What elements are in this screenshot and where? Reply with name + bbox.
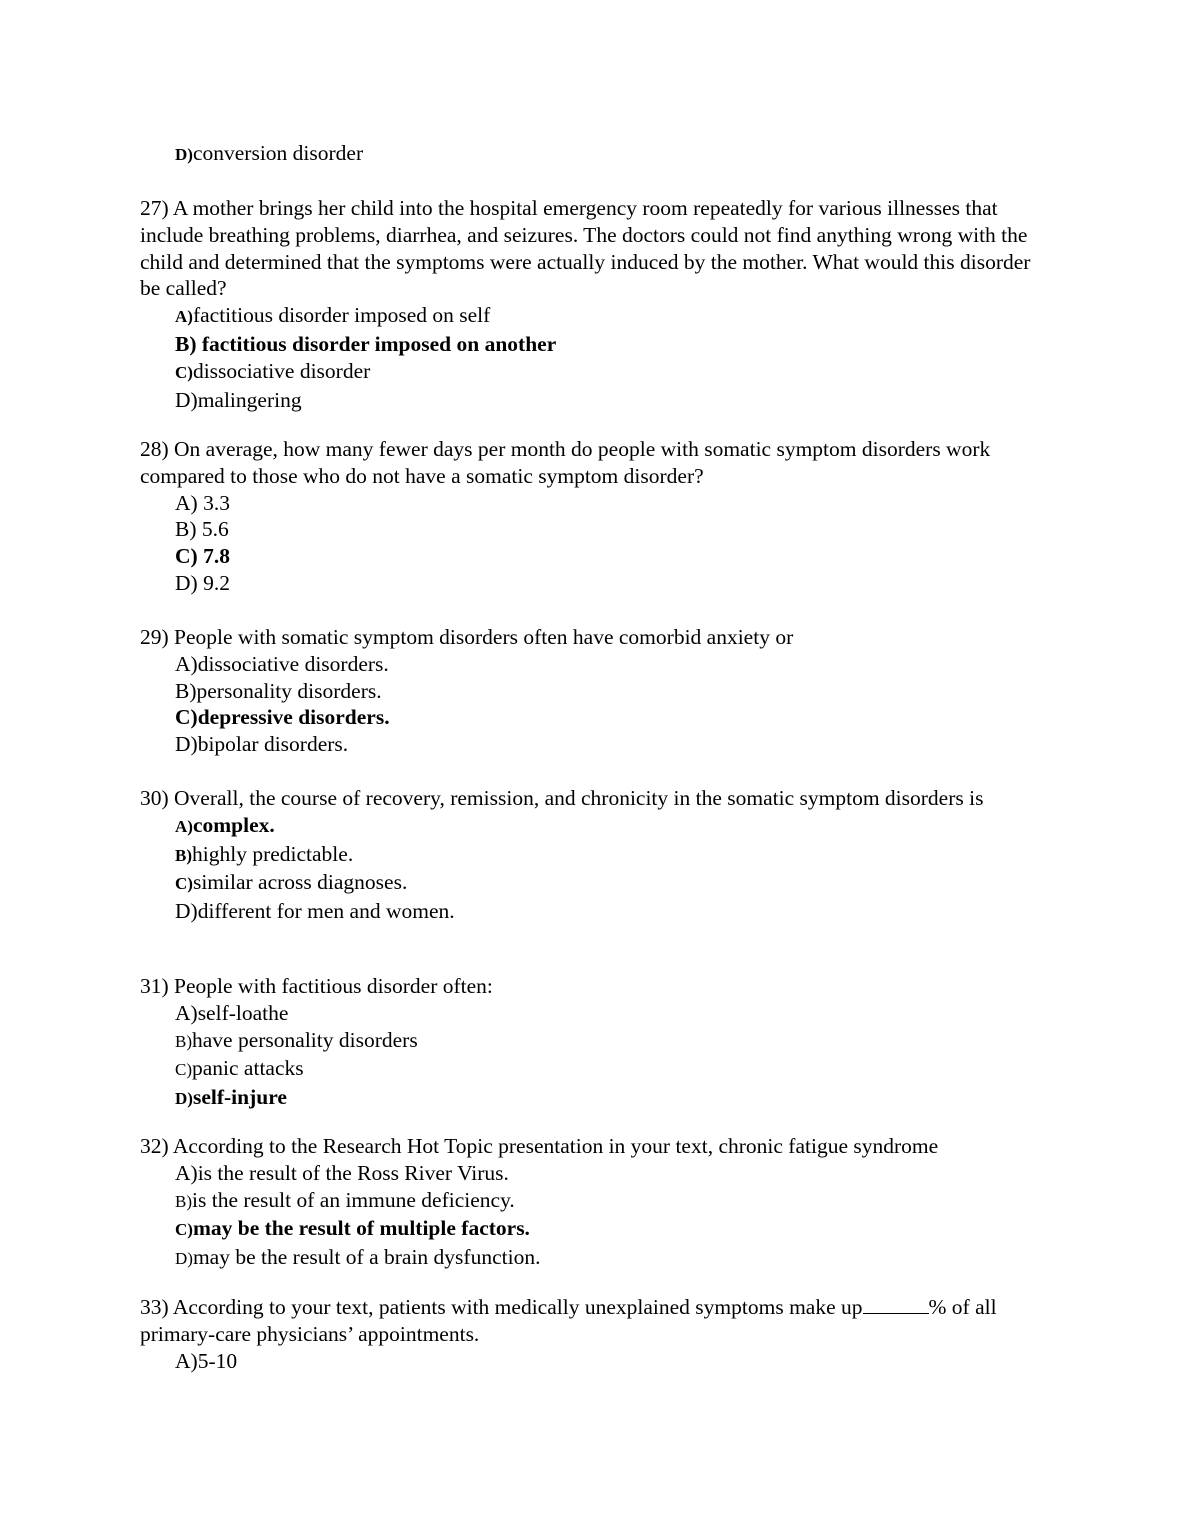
option-c: C)dissociative disorder <box>175 358 371 383</box>
options-list <box>175 302 1040 413</box>
option-a: A)5-10 <box>175 1348 238 1373</box>
question-29 <box>140 624 1040 758</box>
option-a: A)factitious disorder imposed on self <box>175 303 491 328</box>
option-b: B) 5.6 <box>175 517 229 542</box>
option-d: D)different for men and women. <box>175 899 455 924</box>
answer-blank <box>863 1295 929 1314</box>
option-a: A)dissociative disorders. <box>175 651 389 676</box>
option-a: A)is the result of the Ross River Virus. <box>175 1160 509 1185</box>
option-d: D)conversion disorder <box>175 141 364 165</box>
option-d-correct: D)self-injure <box>175 1085 287 1110</box>
option-c: C)similar across diagnoses. <box>175 870 408 895</box>
option-b: B)highly predictable. <box>175 841 354 866</box>
option-c-correct: C)may be the result of multiple factors. <box>175 1216 530 1241</box>
question-stem: 28) On average, how many fewer days per month do people with somatic symptom disorders work compared to those who do not have a somatic symptom disorder? <box>140 437 991 488</box>
option-b: B)personality disorders. <box>175 678 382 703</box>
option-c-correct: C)depressive disorders. <box>175 705 390 730</box>
question-33 <box>140 1294 1040 1374</box>
option-a: A) 3.3 <box>175 490 230 515</box>
question-stem: 33) According to your text, patients with medically unexplained symptoms make up % of all primary-care physicians’ appointments. <box>140 1295 997 1346</box>
question-31 <box>140 973 1040 1113</box>
option-a-correct: A)complex. <box>175 812 275 837</box>
question-stem: 31) People with factitious disorder often: <box>140 974 493 998</box>
option-c: C)panic attacks <box>175 1056 304 1081</box>
question-30 <box>140 785 1040 925</box>
question-stem: 29) People with somatic symptom disorders often have comorbid anxiety or <box>140 625 794 649</box>
option-d: D)bipolar disorders. <box>175 732 349 757</box>
option-d: D) 9.2 <box>175 570 230 595</box>
options-list <box>175 812 1040 925</box>
option-b: B)is the result of an immune deficiency. <box>175 1187 515 1212</box>
option-d: D)malingering <box>175 387 302 412</box>
question-stem: 30) Overall, the course of recovery, remission, and chronicity in the somatic symptom disorders is <box>140 786 984 810</box>
question-28 <box>140 436 1040 597</box>
question-27 <box>140 195 1040 413</box>
options-list <box>175 651 1040 758</box>
option-b-correct: B) factitious disorder imposed on another <box>175 331 557 356</box>
option-d: D)may be the result of a brain dysfunction. <box>175 1245 541 1270</box>
options-list <box>175 1000 1040 1113</box>
options-list <box>175 1160 1040 1273</box>
question-32 <box>140 1133 1040 1273</box>
option-b: B)have personality disorders <box>175 1027 418 1052</box>
options-list <box>175 490 1040 597</box>
question-stem: 32) According to the Research Hot Topic presentation in your text, chronic fatigue syndrome <box>140 1134 939 1158</box>
option-a: A)self-loathe <box>175 1000 289 1025</box>
prev-question-tail <box>140 140 1040 169</box>
option-c-correct: C) 7.8 <box>175 544 230 569</box>
options-list <box>175 1348 1040 1375</box>
question-stem: 27) A mother brings her child into the hospital emergency room repeatedly for various illnesses that include breathing problems, diarrhea, and seizures. The doctors could not find anything wrong with the child and determined that the symptoms were actually induced by the mother. What would this disorder be called? <box>140 196 1031 301</box>
